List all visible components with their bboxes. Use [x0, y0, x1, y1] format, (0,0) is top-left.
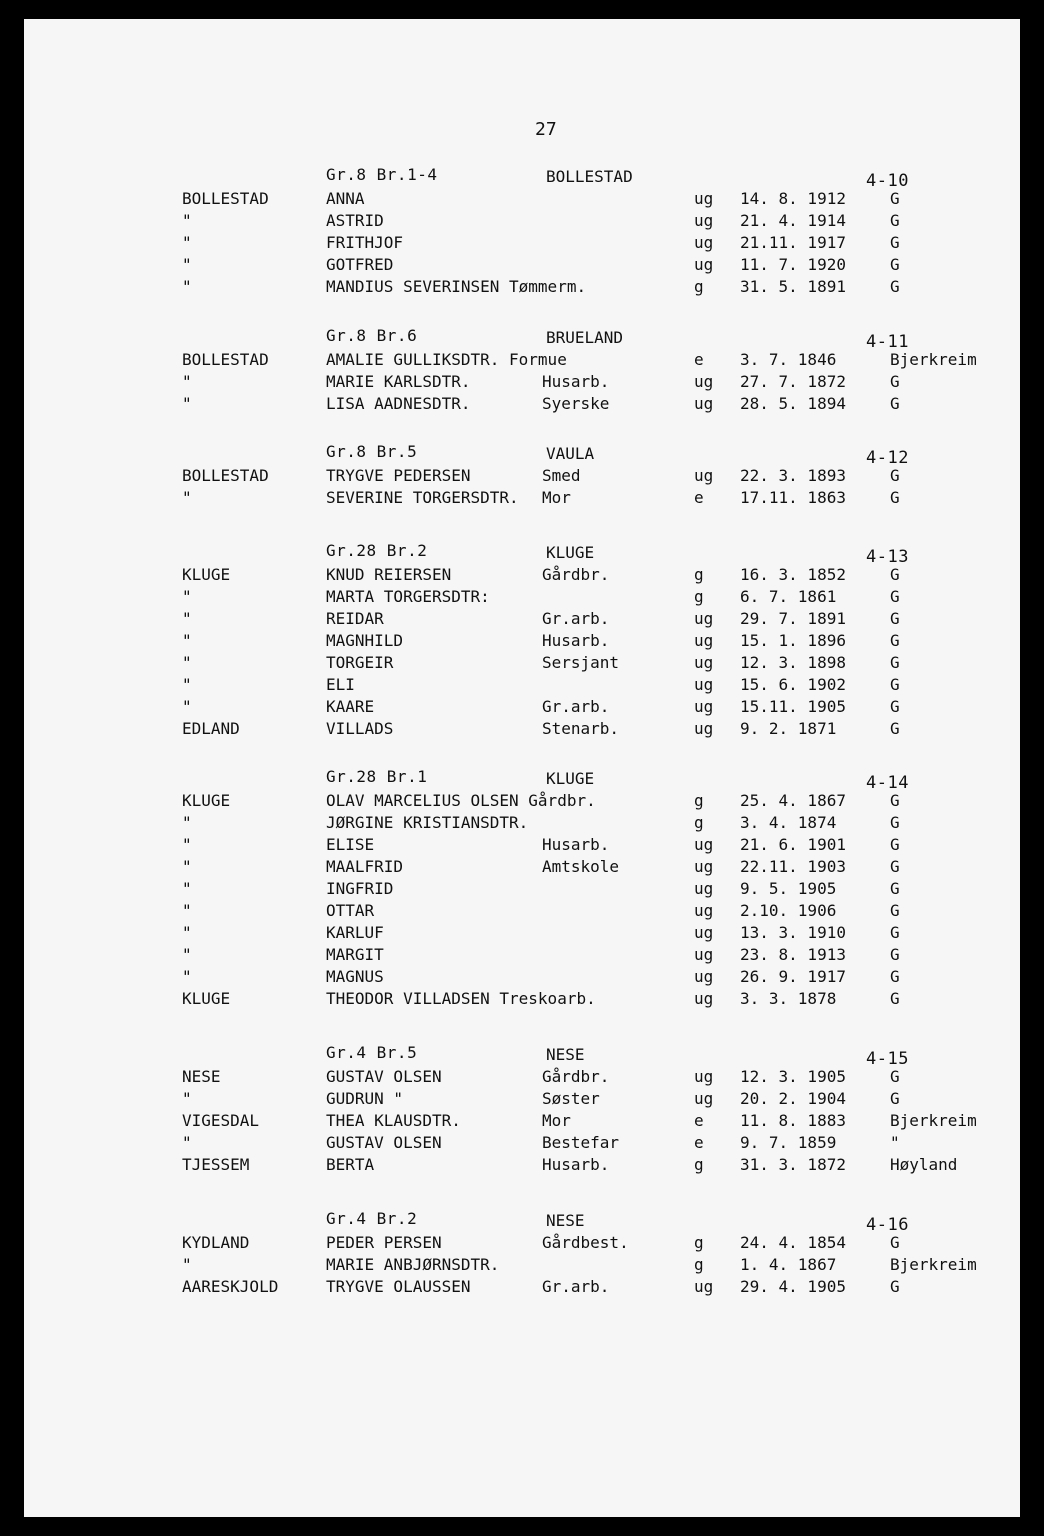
occupation-cell: Sersjant	[542, 653, 620, 672]
person-row	[24, 791, 1020, 813]
person-row	[24, 719, 1020, 741]
person-row	[24, 189, 1020, 211]
section-farm: BRUELAND	[546, 328, 624, 347]
section-header	[24, 767, 1020, 791]
section-header	[24, 541, 1020, 565]
date-cell: 22. 3. 1893	[740, 466, 846, 485]
place-cell: "	[182, 394, 192, 413]
name-cell: ELISE	[326, 835, 375, 854]
occupation-cell: Smed	[542, 466, 581, 485]
section-code: 4-12	[866, 448, 909, 468]
status-cell: g	[694, 277, 704, 296]
section-code: 4-11	[866, 332, 909, 352]
name-cell: MARGIT	[326, 945, 384, 964]
religion-cell: G	[890, 1089, 900, 1108]
occupation-cell: Amtskole	[542, 857, 620, 876]
occupation-cell: Gr.arb.	[542, 1277, 610, 1296]
person-row	[24, 631, 1020, 653]
status-cell: ug	[694, 653, 714, 672]
section-header	[24, 1043, 1020, 1067]
date-cell: 6. 7. 1861	[740, 587, 837, 606]
name-cell: INGFRID	[326, 879, 394, 898]
name-cell: MANDIUS SEVERINSEN Tømmerm.	[326, 277, 587, 296]
section-farm: NESE	[546, 1211, 585, 1230]
census-section	[24, 165, 1020, 299]
status-cell: ug	[694, 233, 714, 252]
date-cell: 12. 3. 1905	[740, 1067, 846, 1086]
section-code: 4-14	[866, 773, 909, 793]
religion-cell: G	[890, 901, 900, 920]
occupation-cell: Gårdbr.	[542, 565, 610, 584]
person-row	[24, 1233, 1020, 1255]
status-cell: g	[694, 1155, 704, 1174]
person-row	[24, 1277, 1020, 1299]
religion-cell: G	[890, 719, 900, 738]
status-cell: ug	[694, 719, 714, 738]
person-row	[24, 609, 1020, 631]
name-cell: MAGNUS	[326, 967, 384, 986]
person-row	[24, 488, 1020, 510]
place-cell: BOLLESTAD	[182, 350, 269, 369]
status-cell: e	[694, 1133, 704, 1152]
status-cell: g	[694, 1233, 704, 1252]
status-cell: g	[694, 565, 704, 584]
religion-cell: G	[890, 1233, 900, 1252]
place-cell: KLUGE	[182, 989, 231, 1008]
place-cell: "	[182, 697, 192, 716]
person-row	[24, 675, 1020, 697]
section-code: 4-10	[866, 171, 909, 191]
person-row	[24, 945, 1020, 967]
date-cell: 31. 3. 1872	[740, 1155, 846, 1174]
occupation-cell: Gårdbr.	[542, 1067, 610, 1086]
name-cell: MAGNHILD	[326, 631, 404, 650]
name-cell: LISA AADNESDTR.	[326, 394, 471, 413]
person-row	[24, 901, 1020, 923]
date-cell: 11. 7. 1920	[740, 255, 846, 274]
date-cell: 20. 2. 1904	[740, 1089, 846, 1108]
religion-cell: G	[890, 609, 900, 628]
religion-cell: G	[890, 857, 900, 876]
date-cell: 3. 7. 1846	[740, 350, 837, 369]
census-section	[24, 767, 1020, 1011]
census-section	[24, 442, 1020, 510]
section-code: 4-16	[866, 1215, 909, 1235]
section-code: 4-15	[866, 1049, 909, 1069]
name-cell: THEA KLAUSDTR.	[326, 1111, 461, 1130]
date-cell: 24. 4. 1854	[740, 1233, 846, 1252]
name-cell: SEVERINE TORGERSDTR.	[326, 488, 519, 507]
place-cell: TJESSEM	[182, 1155, 250, 1174]
religion-cell: G	[890, 989, 900, 1008]
census-section	[24, 1043, 1020, 1177]
place-cell: "	[182, 675, 192, 694]
name-cell: BERTA	[326, 1155, 375, 1174]
religion-cell: G	[890, 189, 900, 208]
section-header	[24, 1209, 1020, 1233]
date-cell: 9. 7. 1859	[740, 1133, 837, 1152]
religion-cell: Bjerkreim	[890, 350, 977, 369]
occupation-cell: Gr.arb.	[542, 697, 610, 716]
document-page	[24, 19, 1020, 1517]
religion-cell: G	[890, 697, 900, 716]
religion-cell: G	[890, 879, 900, 898]
status-cell: ug	[694, 697, 714, 716]
place-cell: VIGESDAL	[182, 1111, 260, 1130]
place-cell: AARESKJOLD	[182, 1277, 279, 1296]
date-cell: 15. 6. 1902	[740, 675, 846, 694]
person-row	[24, 394, 1020, 416]
date-cell: 14. 8. 1912	[740, 189, 846, 208]
date-cell: 15. 1. 1896	[740, 631, 846, 650]
name-cell: FRITHJOF	[326, 233, 404, 252]
page-number: 27	[535, 119, 557, 140]
name-cell: MARIE KARLSDTR.	[326, 372, 471, 391]
religion-cell: G	[890, 466, 900, 485]
place-cell: "	[182, 609, 192, 628]
person-row	[24, 1111, 1020, 1133]
occupation-cell: Gr.arb.	[542, 609, 610, 628]
person-row	[24, 923, 1020, 945]
date-cell: 9. 2. 1871	[740, 719, 837, 738]
section-code: 4-13	[866, 547, 909, 567]
place-cell: "	[182, 879, 192, 898]
status-cell: ug	[694, 967, 714, 986]
person-row	[24, 857, 1020, 879]
name-cell: MARIE ANBJØRNSDTR.	[326, 1255, 500, 1274]
person-row	[24, 879, 1020, 901]
date-cell: 23. 8. 1913	[740, 945, 846, 964]
place-cell: "	[182, 857, 192, 876]
section-ref: Gr.4 Br.5	[326, 1043, 418, 1062]
section-ref: Gr.8 Br.5	[326, 442, 418, 461]
occupation-cell: Husarb.	[542, 631, 610, 650]
person-row	[24, 277, 1020, 299]
date-cell: 17.11. 1863	[740, 488, 846, 507]
person-row	[24, 565, 1020, 587]
occupation-cell: Husarb.	[542, 835, 610, 854]
place-cell: "	[182, 233, 192, 252]
name-cell: THEODOR VILLADSEN Treskoarb.	[326, 989, 596, 1008]
date-cell: 21.11. 1917	[740, 233, 846, 252]
place-cell: "	[182, 813, 192, 832]
religion-cell: G	[890, 631, 900, 650]
name-cell: REIDAR	[326, 609, 384, 628]
status-cell: e	[694, 350, 704, 369]
status-cell: ug	[694, 189, 714, 208]
status-cell: ug	[694, 945, 714, 964]
status-cell: ug	[694, 466, 714, 485]
status-cell: ug	[694, 255, 714, 274]
date-cell: 25. 4. 1867	[740, 791, 846, 810]
census-section	[24, 541, 1020, 741]
place-cell: "	[182, 372, 192, 391]
religion-cell: G	[890, 1277, 900, 1296]
date-cell: 9. 5. 1905	[740, 879, 837, 898]
person-row	[24, 255, 1020, 277]
religion-cell: G	[890, 923, 900, 942]
religion-cell: G	[890, 565, 900, 584]
place-cell: "	[182, 631, 192, 650]
religion-cell: G	[890, 255, 900, 274]
person-row	[24, 1067, 1020, 1089]
person-row	[24, 1089, 1020, 1111]
name-cell: GUSTAV OLSEN	[326, 1067, 442, 1086]
section-ref: Gr.28 Br.2	[326, 541, 428, 560]
name-cell: TRYGVE OLAUSSEN	[326, 1277, 471, 1296]
date-cell: 11. 8. 1883	[740, 1111, 846, 1130]
status-cell: e	[694, 1111, 704, 1130]
section-ref: Gr.8 Br.1-4	[326, 165, 438, 184]
date-cell: 2.10. 1906	[740, 901, 837, 920]
name-cell: KNUD REIERSEN	[326, 565, 452, 584]
person-row	[24, 1255, 1020, 1277]
place-cell: "	[182, 211, 192, 230]
section-farm: NESE	[546, 1045, 585, 1064]
religion-cell: G	[890, 945, 900, 964]
religion-cell: G	[890, 675, 900, 694]
name-cell: OLAV MARCELIUS OLSEN Gårdbr.	[326, 791, 596, 810]
status-cell: g	[694, 587, 704, 606]
section-farm: KLUGE	[546, 769, 595, 788]
person-row	[24, 653, 1020, 675]
place-cell: "	[182, 488, 192, 507]
occupation-cell: Husarb.	[542, 372, 610, 391]
date-cell: 12. 3. 1898	[740, 653, 846, 672]
status-cell: ug	[694, 1277, 714, 1296]
person-row	[24, 835, 1020, 857]
section-header	[24, 326, 1020, 350]
name-cell: MARTA TORGERSDTR:	[326, 587, 490, 606]
section-header	[24, 165, 1020, 189]
religion-cell: G	[890, 835, 900, 854]
date-cell: 3. 4. 1874	[740, 813, 837, 832]
section-farm: KLUGE	[546, 543, 595, 562]
religion-cell: G	[890, 394, 900, 413]
religion-cell: G	[890, 791, 900, 810]
status-cell: ug	[694, 835, 714, 854]
occupation-cell: Husarb.	[542, 1155, 610, 1174]
place-cell: KLUGE	[182, 791, 231, 810]
date-cell: 27. 7. 1872	[740, 372, 846, 391]
occupation-cell: Mor	[542, 1111, 571, 1130]
religion-cell: Bjerkreim	[890, 1111, 977, 1130]
place-cell: "	[182, 587, 192, 606]
occupation-cell: Stenarb.	[542, 719, 620, 738]
place-cell: "	[182, 255, 192, 274]
date-cell: 29. 4. 1905	[740, 1277, 846, 1296]
section-ref: Gr.8 Br.6	[326, 326, 418, 345]
place-cell: BOLLESTAD	[182, 466, 269, 485]
occupation-cell: Gårdbest.	[542, 1233, 629, 1252]
name-cell: KAARE	[326, 697, 375, 716]
date-cell: 13. 3. 1910	[740, 923, 846, 942]
place-cell: KLUGE	[182, 565, 231, 584]
place-cell: KYDLAND	[182, 1233, 250, 1252]
religion-cell: Bjerkreim	[890, 1255, 977, 1274]
place-cell: "	[182, 901, 192, 920]
status-cell: ug	[694, 901, 714, 920]
status-cell: ug	[694, 211, 714, 230]
person-row	[24, 372, 1020, 394]
religion-cell: G	[890, 587, 900, 606]
person-row	[24, 233, 1020, 255]
status-cell: g	[694, 813, 704, 832]
section-header	[24, 442, 1020, 466]
section-farm: VAULA	[546, 444, 595, 463]
date-cell: 26. 9. 1917	[740, 967, 846, 986]
status-cell: ug	[694, 394, 714, 413]
person-row	[24, 587, 1020, 609]
section-ref: Gr.28 Br.1	[326, 767, 428, 786]
status-cell: e	[694, 488, 704, 507]
date-cell: 3. 3. 1878	[740, 989, 837, 1008]
status-cell: ug	[694, 631, 714, 650]
census-section	[24, 326, 1020, 416]
person-row	[24, 967, 1020, 989]
name-cell: GUSTAV OLSEN	[326, 1133, 442, 1152]
name-cell: ANNA	[326, 189, 365, 208]
section-farm: BOLLESTAD	[546, 167, 633, 186]
person-row	[24, 697, 1020, 719]
religion-cell: G	[890, 211, 900, 230]
status-cell: ug	[694, 857, 714, 876]
date-cell: 28. 5. 1894	[740, 394, 846, 413]
name-cell: GOTFRED	[326, 255, 394, 274]
name-cell: PEDER PERSEN	[326, 1233, 442, 1252]
place-cell: "	[182, 1133, 192, 1152]
place-cell: "	[182, 1089, 192, 1108]
person-row	[24, 211, 1020, 233]
place-cell: EDLAND	[182, 719, 240, 738]
religion-cell: G	[890, 653, 900, 672]
place-cell: NESE	[182, 1067, 221, 1086]
place-cell: "	[182, 945, 192, 964]
person-row	[24, 1155, 1020, 1177]
religion-cell: "	[890, 1133, 900, 1152]
place-cell: BOLLESTAD	[182, 189, 269, 208]
person-row	[24, 466, 1020, 488]
place-cell: "	[182, 1255, 192, 1274]
name-cell: VILLADS	[326, 719, 394, 738]
religion-cell: G	[890, 1067, 900, 1086]
status-cell: ug	[694, 372, 714, 391]
place-cell: "	[182, 967, 192, 986]
date-cell: 29. 7. 1891	[740, 609, 846, 628]
religion-cell: G	[890, 233, 900, 252]
place-cell: "	[182, 277, 192, 296]
occupation-cell: Bestefar	[542, 1133, 620, 1152]
person-row	[24, 1133, 1020, 1155]
place-cell: "	[182, 835, 192, 854]
status-cell: ug	[694, 1089, 714, 1108]
census-section	[24, 1209, 1020, 1299]
religion-cell: G	[890, 277, 900, 296]
status-cell: ug	[694, 1067, 714, 1086]
religion-cell: Høyland	[890, 1155, 958, 1174]
occupation-cell: Syerske	[542, 394, 610, 413]
name-cell: TRYGVE PEDERSEN	[326, 466, 471, 485]
name-cell: MAALFRID	[326, 857, 404, 876]
place-cell: "	[182, 653, 192, 672]
occupation-cell: Søster	[542, 1089, 600, 1108]
person-row	[24, 813, 1020, 835]
name-cell: TORGEIR	[326, 653, 394, 672]
date-cell: 21. 4. 1914	[740, 211, 846, 230]
name-cell: ELI	[326, 675, 355, 694]
date-cell: 16. 3. 1852	[740, 565, 846, 584]
section-ref: Gr.4 Br.2	[326, 1209, 418, 1228]
date-cell: 1. 4. 1867	[740, 1255, 837, 1274]
religion-cell: G	[890, 488, 900, 507]
name-cell: AMALIE GULLIKSDTR. Formue	[326, 350, 567, 369]
religion-cell: G	[890, 813, 900, 832]
name-cell: ASTRID	[326, 211, 384, 230]
name-cell: GUDRUN "	[326, 1089, 404, 1108]
name-cell: KARLUF	[326, 923, 384, 942]
status-cell: ug	[694, 675, 714, 694]
date-cell: 15.11. 1905	[740, 697, 846, 716]
name-cell: JØRGINE KRISTIANSDTR.	[326, 813, 529, 832]
status-cell: ug	[694, 879, 714, 898]
religion-cell: G	[890, 967, 900, 986]
status-cell: ug	[694, 609, 714, 628]
date-cell: 21. 6. 1901	[740, 835, 846, 854]
status-cell: ug	[694, 989, 714, 1008]
occupation-cell: Mor	[542, 488, 571, 507]
person-row	[24, 350, 1020, 372]
date-cell: 22.11. 1903	[740, 857, 846, 876]
status-cell: ug	[694, 923, 714, 942]
person-row	[24, 989, 1020, 1011]
status-cell: g	[694, 791, 704, 810]
religion-cell: G	[890, 372, 900, 391]
date-cell: 31. 5. 1891	[740, 277, 846, 296]
place-cell: "	[182, 923, 192, 942]
name-cell: OTTAR	[326, 901, 375, 920]
status-cell: g	[694, 1255, 704, 1274]
